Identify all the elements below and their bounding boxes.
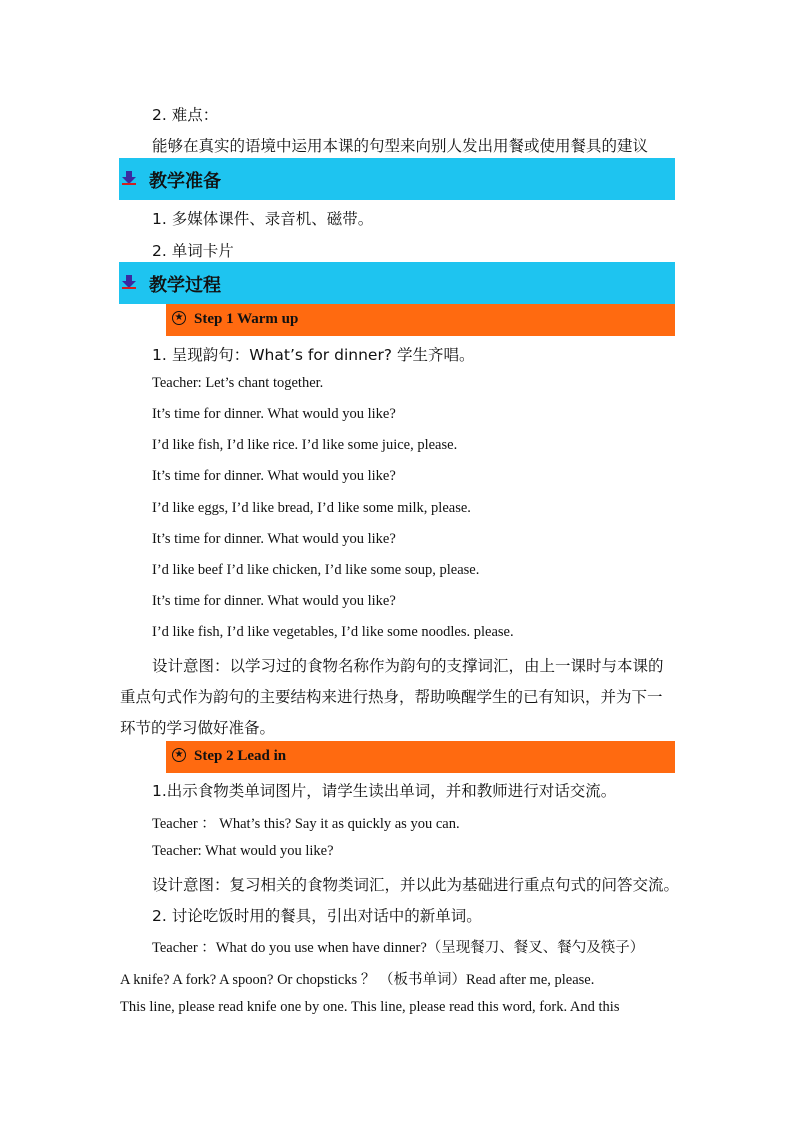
chant-line: I’d like beef I’d like chicken, I’d like some soup, please. bbox=[152, 562, 480, 578]
chant-line: It’s time for dinner. What would you like? bbox=[152, 406, 396, 422]
step1-intro: 1. 呈现韵句：What’s for dinner? 学生齐唱。 bbox=[152, 346, 475, 364]
section-bar-prep bbox=[119, 158, 675, 200]
prep-item-1: 1. 多媒体课件、录音机、磁带。 bbox=[152, 210, 374, 228]
step2-item-2: 2. 讨论吃饭时用的餐具，引出对话中的新单词。 bbox=[152, 907, 482, 925]
section-bar-process bbox=[119, 262, 675, 304]
design-intent-line: 环节的学习做好准备。 bbox=[120, 719, 276, 737]
chant-line: It’s time for dinner. What would you like? bbox=[152, 593, 396, 609]
dialogue-line: Teacher ：What do you use when have dinner?（呈现餐刀、餐叉、餐勺及筷子） bbox=[152, 940, 645, 956]
step2-intro: 1.出示食物类单词图片，请学生读出单词，并和教师进行对话交流。 bbox=[152, 782, 617, 800]
design-intent-line: 设计意图：以学习过的食物名称作为韵句的支撑词汇，由上一课时与本课的 bbox=[152, 657, 664, 675]
design-intent-line: 设计意图：复习相关的食物类词汇，并以此为基础进行重点句式的问答交流。 bbox=[152, 876, 680, 894]
section-title-process: 教学过程 bbox=[149, 275, 221, 296]
chant-line: It’s time for dinner. What would you like? bbox=[152, 531, 396, 547]
chant-line: It’s time for dinner. What would you like? bbox=[152, 468, 396, 484]
dialogue-line: A knife? A fork? A spoon? Or chopsticks ？ （板书单词）Read after me, please. bbox=[120, 972, 595, 988]
dialogue-line: Teacher ： What’s this? Say it as quickly as you can. bbox=[152, 816, 460, 832]
dialogue-line: This line, please read knife one by one. This line, please read this word, fork. And this bbox=[120, 999, 620, 1015]
step-title-2: Step 2 Lead in bbox=[194, 748, 287, 764]
prep-item-2: 2. 单词卡片 bbox=[152, 242, 234, 260]
section-title-prep: 教学准备 bbox=[149, 171, 221, 192]
arrow-down-bullet-icon bbox=[122, 275, 136, 289]
chant-line: I’d like fish, I’d like vegetables, I’d like some noodles. please. bbox=[152, 624, 514, 640]
difficulty-text: 能够在真实的语境中运用本课的句型来向别人发出用餐或使用餐具的建议 bbox=[152, 137, 649, 155]
chant-line: I’d like eggs, I’d like bread, I’d like some milk, please. bbox=[152, 500, 471, 516]
design-intent-line: 重点句式作为韵句的主要结构来进行热身，帮助唤醒学生的已有知识，并为下一 bbox=[120, 688, 663, 706]
arrow-down-bullet-icon bbox=[122, 171, 136, 185]
step-title-1: Step 1 Warm up bbox=[194, 311, 299, 327]
star-circle-icon: ★ bbox=[172, 748, 186, 762]
difficulty-heading: 2. 难点： bbox=[152, 106, 219, 124]
dialogue-line: Teacher: What would you like? bbox=[152, 843, 334, 859]
chant-line: Teacher: Let’s chant together. bbox=[152, 375, 324, 391]
chant-line: I’d like fish, I’d like rice. I’d like some juice, please. bbox=[152, 437, 458, 453]
step-bar-2 bbox=[166, 741, 675, 773]
star-circle-icon: ★ bbox=[172, 311, 186, 325]
step-bar-1 bbox=[166, 304, 675, 336]
